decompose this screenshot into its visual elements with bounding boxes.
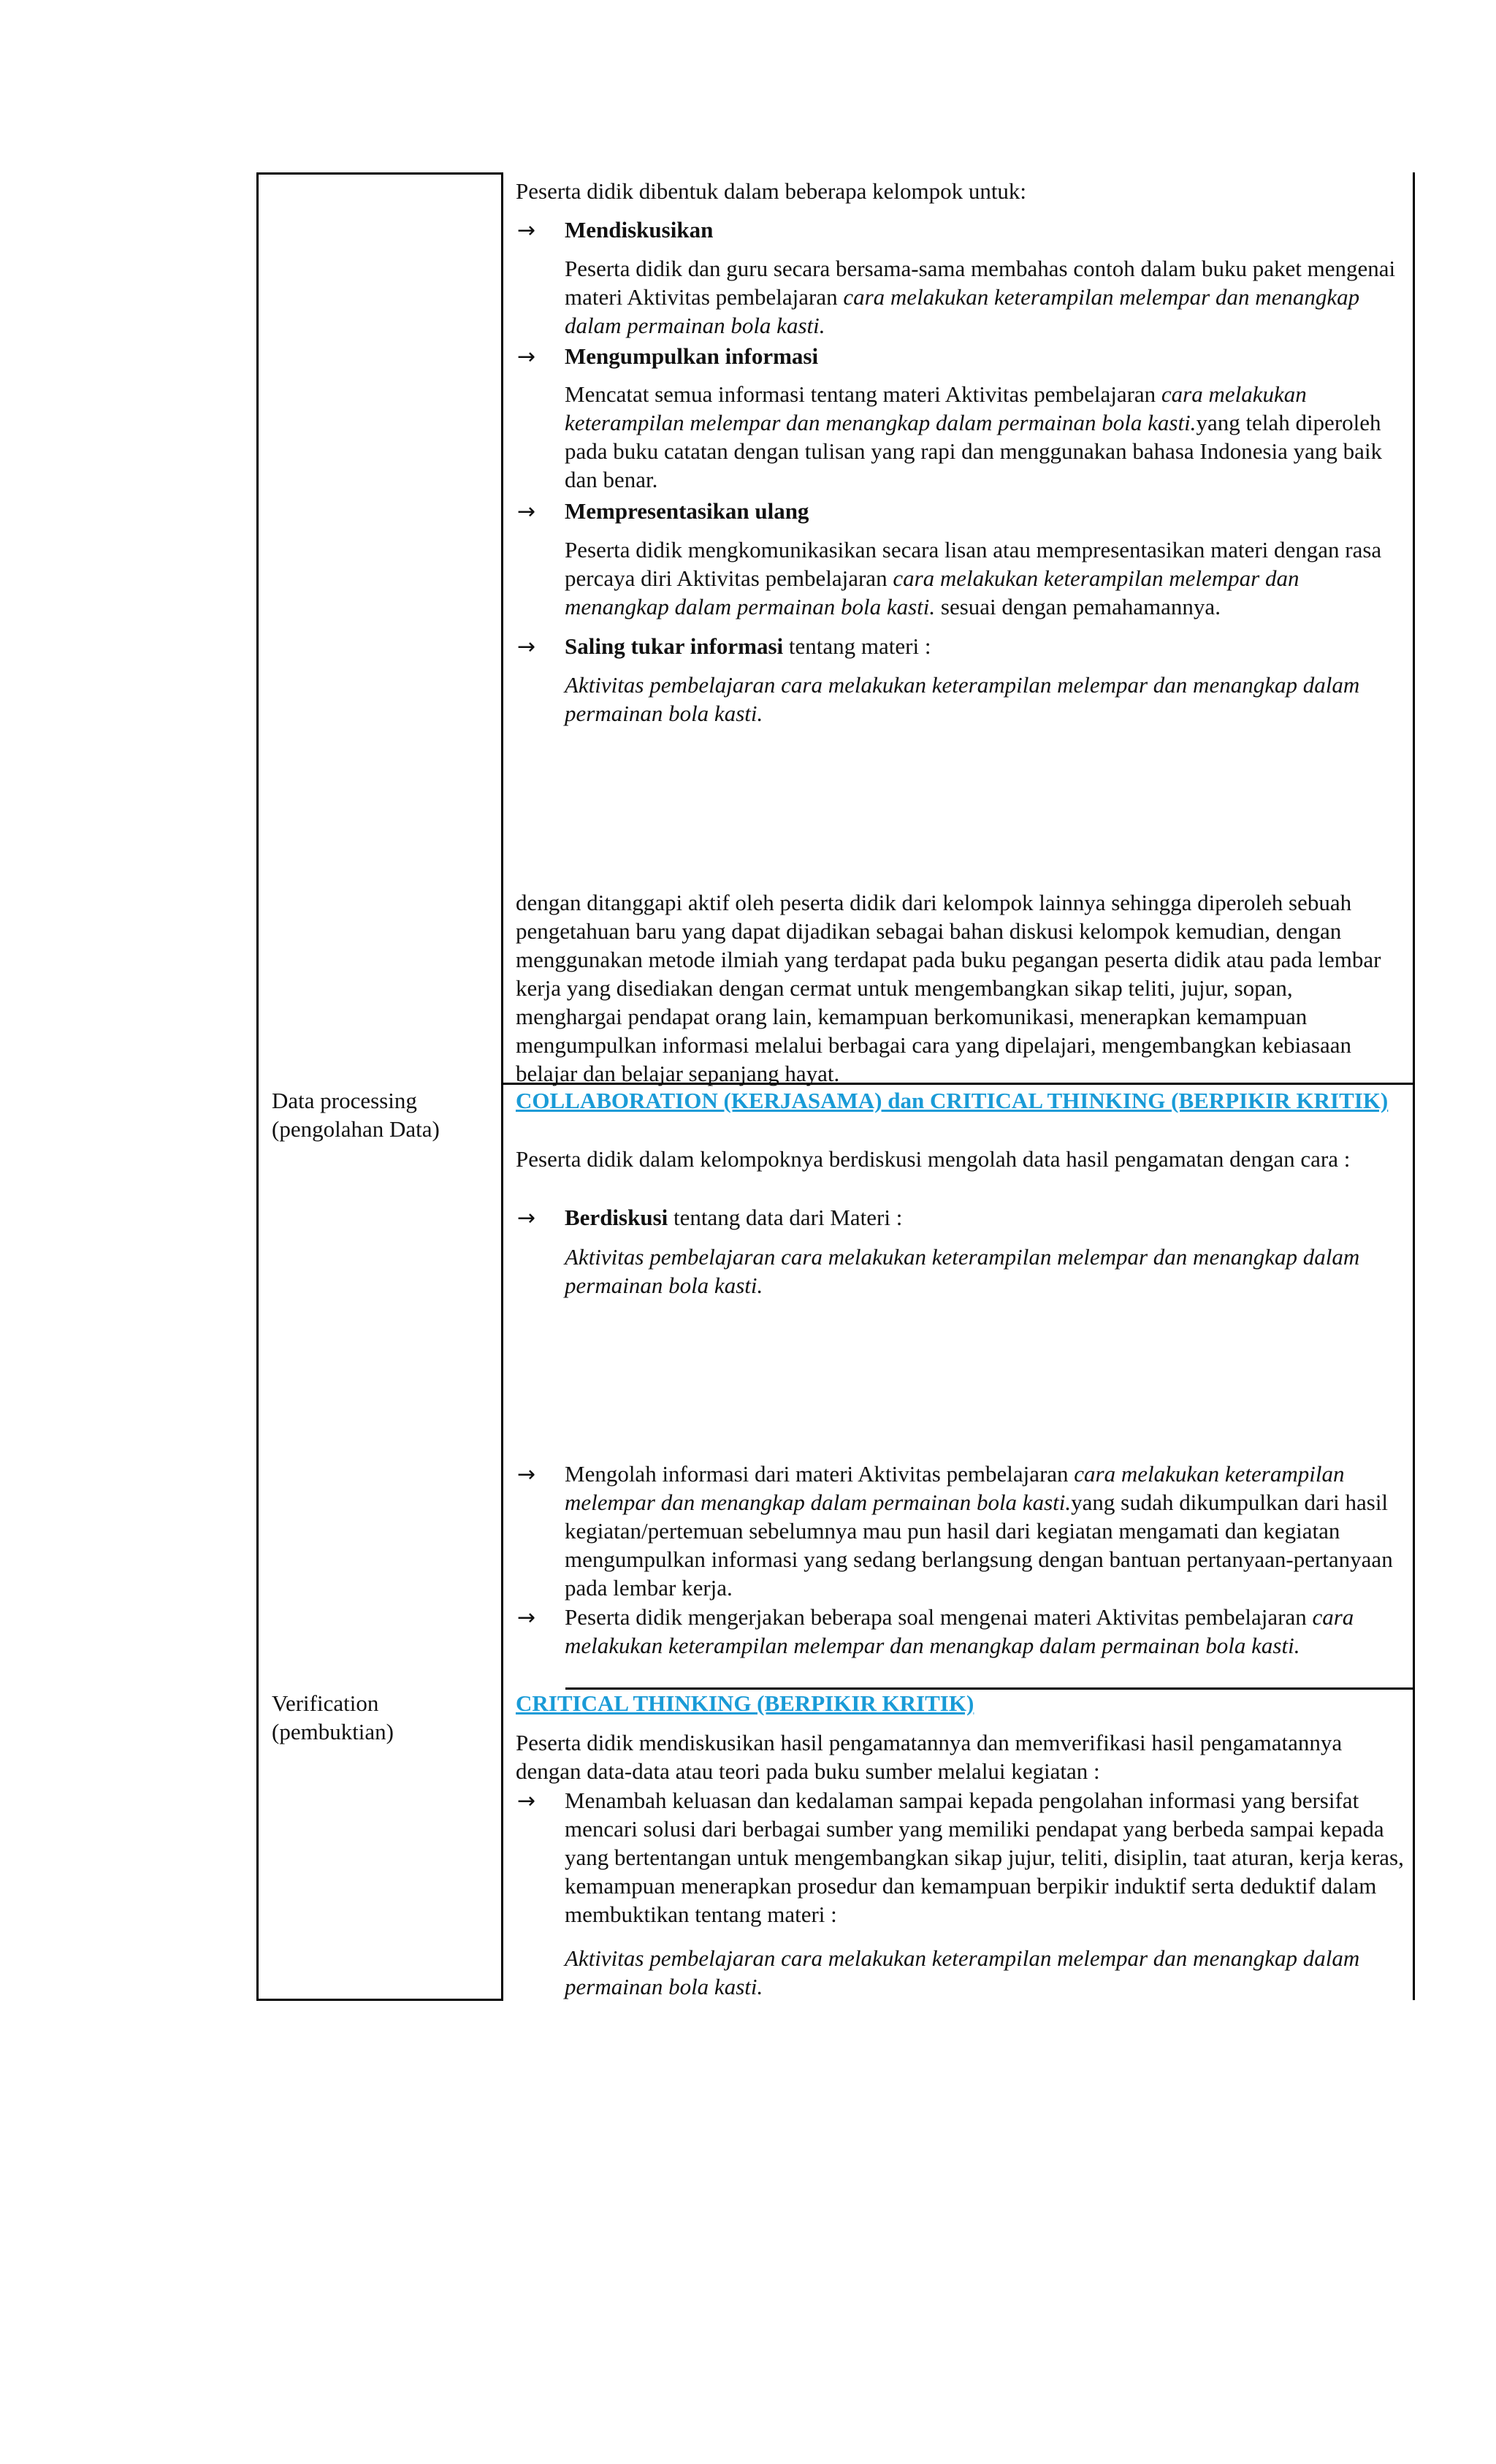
row2-heading-link[interactable]: COLLABORATION (KERJASAMA) dan CRITICAL THINKING (BERPIKIR KRITIK) — [516, 1088, 1389, 1113]
column-divider — [501, 172, 503, 2000]
berdiskusi-materi: Aktivitas pembelajaran cara melakukan keterampilan melempar dan menangkap dalam permainan bola kasti. — [565, 1244, 1360, 1298]
mengerjakan-text: Peserta didik mengerjakan beberapa soal mengenai materi Aktivitas pembelajaran cara melakukan keterampilan melempar dan menangkap dalam permainan bola kasti. — [565, 1604, 1354, 1658]
table-top-border — [256, 172, 503, 175]
saling-tukar-materi: Aktivitas pembelajaran cara melakukan keterampilan melempar dan menangkap dalam permainan bola kasti. — [565, 672, 1360, 726]
arrow-icon: → — [517, 499, 536, 525]
row3-heading-link[interactable]: CRITICAL THINKING (BERPIKIR KRITIK) — [516, 1690, 974, 1716]
row3-materi: Aktivitas pembelajaran cara melakukan keterampilan melempar dan menangkap dalam permainan bola kasti. — [565, 1945, 1360, 1999]
arrow-icon: → — [517, 1462, 536, 1487]
mendiskusikan-text: Peserta didik dan guru secara bersama-sama membahas contoh dalam buku paket mengenai materi Aktivitas pembelajaran cara melakukan keterampilan melempar dan menangkap dalam permainan bola kasti. — [565, 256, 1396, 338]
row2-label: Data processing (pengolahan Data) — [272, 1088, 440, 1142]
arrow-icon: → — [517, 218, 536, 243]
mengumpulkan-text: Mencatat semua informasi tentang materi Aktivitas pembelajaran cara melakukan keterampilan melempar dan menangkap dalam permainan bola kasti.yang telah diperoleh pada buku catatan dengan tulisan yang rapi dan menggunakan bahasa Indonesia yang baik dan benar. — [565, 381, 1383, 492]
row1-paragraph: dengan ditanggapi aktif oleh peserta didik dari kelompok lainnya sehingga diperoleh sebuah pengetahuan baru yang dapat dijadikan sebagai bahan diskusi kelompok kemudian, dengan menggunakan metode ilmiah yang terdapat pada buku pegangan peserta didik atau pada lembar kerja yang disediakan dengan cermat untuk mengembangkan sikap teliti, jujur, sopan, menghargai pendapat orang lain, kemampuan berkomunikasi, menerapkan kemampuan mengumpulkan informasi melalui berbagai cara yang dipelajari, mengembangkan kebiasaan belajar dan belajar sepanjang hayat. — [516, 890, 1381, 1086]
table-left-border — [256, 172, 259, 2000]
table-bottom-border — [256, 1999, 503, 2001]
table-right-border — [1413, 172, 1415, 2000]
mengolah-text: Mengolah informasi dari materi Aktivitas pembelajaran cara melakukan keterampilan melempar dan menangkap dalam permainan bola kasti.yang sudah dikumpulkan dari hasil kegiatan/pertemuan sebelumnya mau pun hasil dari kegiatan mengamati dan kegiatan mengumpulkan informasi yang sedang berlangsung dengan bantuan pertanyaan-pertanyaan pada lembar kerja. — [565, 1461, 1393, 1601]
arrow-icon: → — [517, 1605, 536, 1630]
berdiskusi-title: Berdiskusi tentang data dari Materi : — [565, 1205, 903, 1230]
saling-tukar-title: Saling tukar informasi tentang materi : — [565, 633, 931, 659]
row2-intro: Peserta didik dalam kelompoknya berdiskusi mengolah data hasil pengamatan dengan cara : — [516, 1146, 1351, 1172]
arrow-icon: → — [517, 1205, 536, 1231]
row3-intro: Peserta didik mendiskusikan hasil pengamatannya dan memverifikasi hasil pengamatannya dengan data-data atau teori pada buku sumber melalui kegiatan : — [516, 1730, 1343, 1784]
mendiskusikan-title: Mendiskusikan — [565, 217, 714, 243]
mempresentasikan-title: Mempresentasikan ulang — [565, 498, 809, 524]
arrow-icon: → — [517, 634, 536, 660]
arrow-icon: → — [517, 344, 536, 370]
mempresentasikan-text: Peserta didik mengkomunikasikan secara lisan atau mempresentasikan materi dengan rasa percaya diri Aktivitas pembelajaran cara melakukan keterampilan melempar dan menangkap dalam permainan bola kasti. sesuai dengan pemahamannya. — [565, 537, 1382, 619]
mengumpulkan-title: Mengumpulkan informasi — [565, 343, 819, 369]
arrow-icon: → — [517, 1788, 536, 1814]
row3-label: Verification (pembuktian) — [272, 1690, 394, 1744]
menambah-text: Menambah keluasan dan kedalaman sampai kepada pengolahan informasi yang bersifat mencari solusi dari berbagai sumber yang memiliki pendapat yang berbeda sampai kepada yang bertentangan untuk mengembangkan sikap jujur, teliti, disiplin, taat aturan, kerja keras, kemampuan menerapkan prosedur dan kemampuan berpikir induktif serta deduktif dalam membuktikan tentang materi : — [565, 1788, 1404, 1927]
row1-intro: Peserta didik dibentuk dalam beberapa kelompok untuk: — [516, 178, 1027, 204]
